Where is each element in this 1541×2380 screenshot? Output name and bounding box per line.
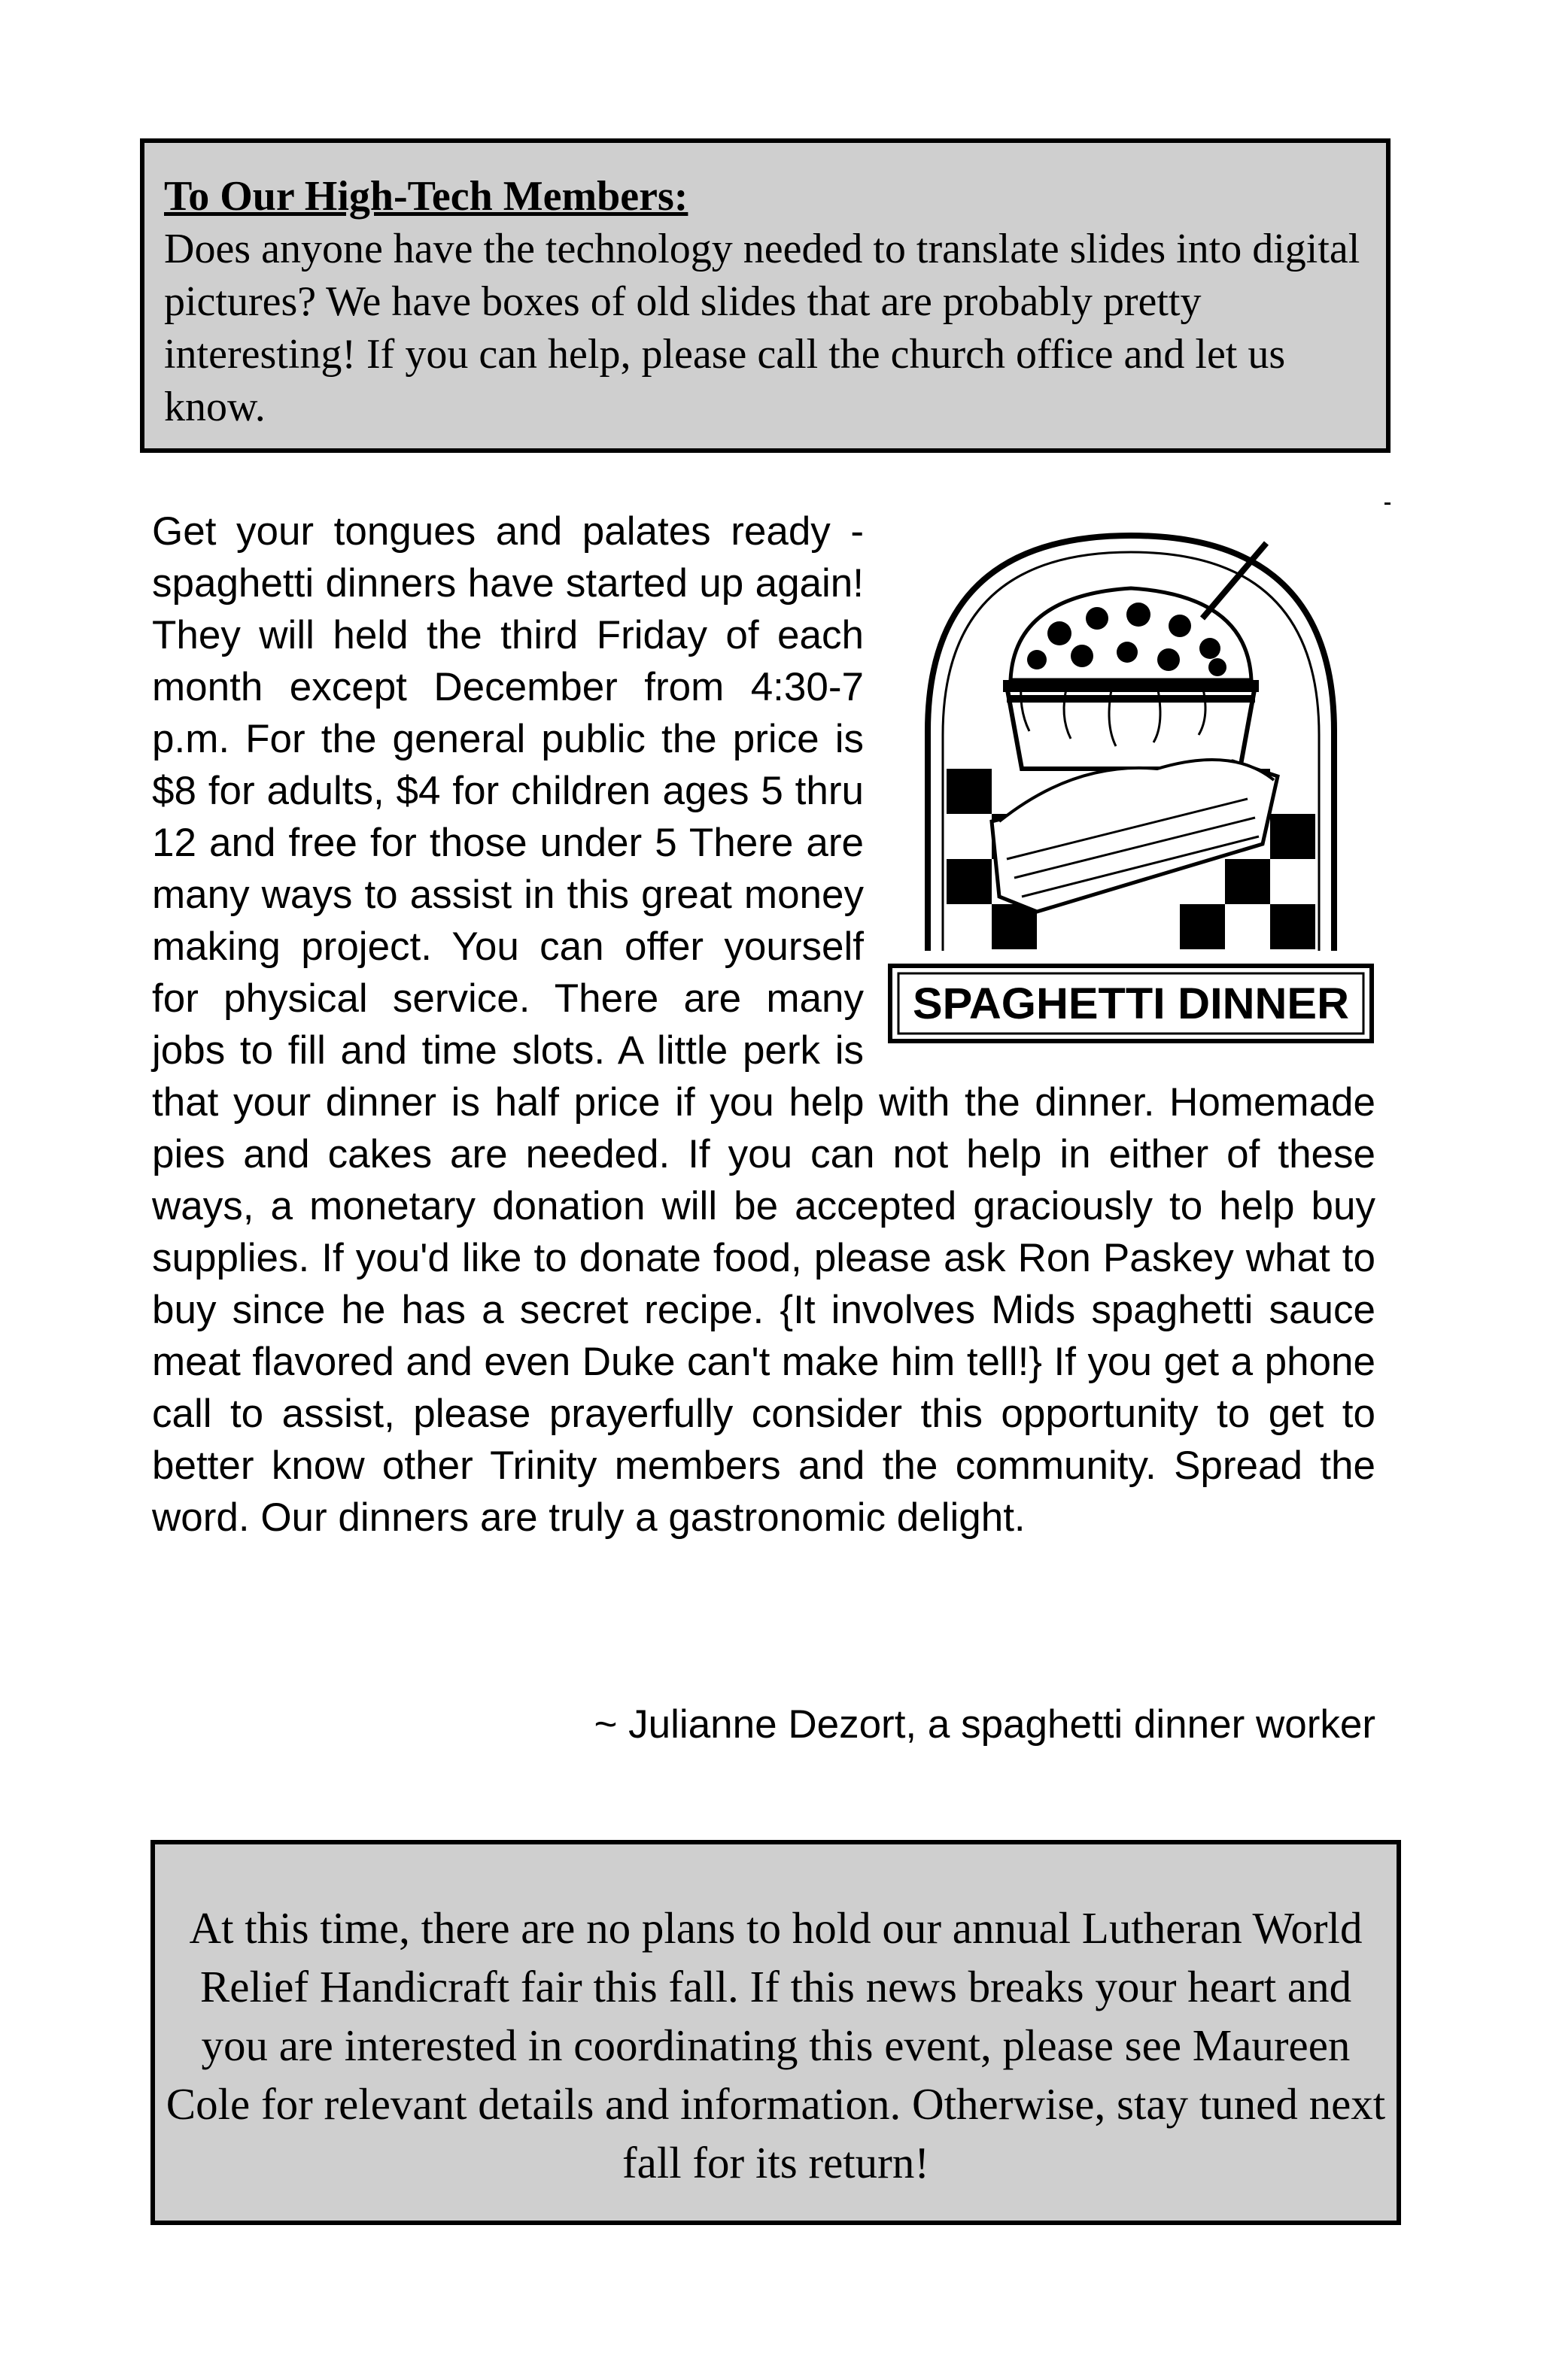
handicraft-notice-body: At this time, there are no plans to hold our annual Lutheran World Relief Handicraft fair this fall. If this news breaks your heart and you are interested in coordinating this event, please see Maureen Cole for relevant details and information. Otherwise, stay tuned next fall for its return! [166, 1903, 1386, 2187]
spaghetti-dinner-illustration [886, 505, 1375, 1056]
spaghetti-dinner-article [152, 505, 1375, 1544]
notice-body: Does anyone have the technology needed to translate slides into digital pictures? We have boxes of old slides that are probably pretty interesting! If you can help, please call the church office and let us know. [164, 226, 1360, 430]
banner-text: SPAGHETTI DINNER [913, 979, 1349, 1028]
high-tech-members-notice [140, 138, 1391, 453]
stray-mark [1384, 502, 1391, 505]
notice-heading: To Our High-Tech Members: [164, 173, 688, 220]
article-text: Get your tongues and palates ready - spaghetti dinners have started up again! They will held the third Friday of each month except December from 4:30-7 p.m. For the general public the price is $8 for adults, $4 for children ages 5 thru 12 and free for those under 5 There are many ways to assist in this great money making project. You can offer yourself for physical service. There are many jobs to fill and time slots. A little perk is that your dinner is half price if you help with the dinner. Homemade pies and cakes are needed. If you can not help in either of these ways, a monetary donation will be accepted graciously to help buy supplies. If you'd like to donate food, please ask Ron Paskey what to buy since he has a secret recipe. {It involves Mids spaghetti sauce meat flavored and even Duke can't make him tell!} If you get a phone call to assist, please prayerfully consider this opportunity to get to better know other Trinity members and the community. Spread the word. Our dinners are truly a gastronomic delight. [152, 509, 1375, 1540]
article-signature: ~ Julianne Dezort, a spaghetti dinner worker [594, 1702, 1375, 1747]
handicraft-fair-notice [150, 1840, 1401, 2225]
